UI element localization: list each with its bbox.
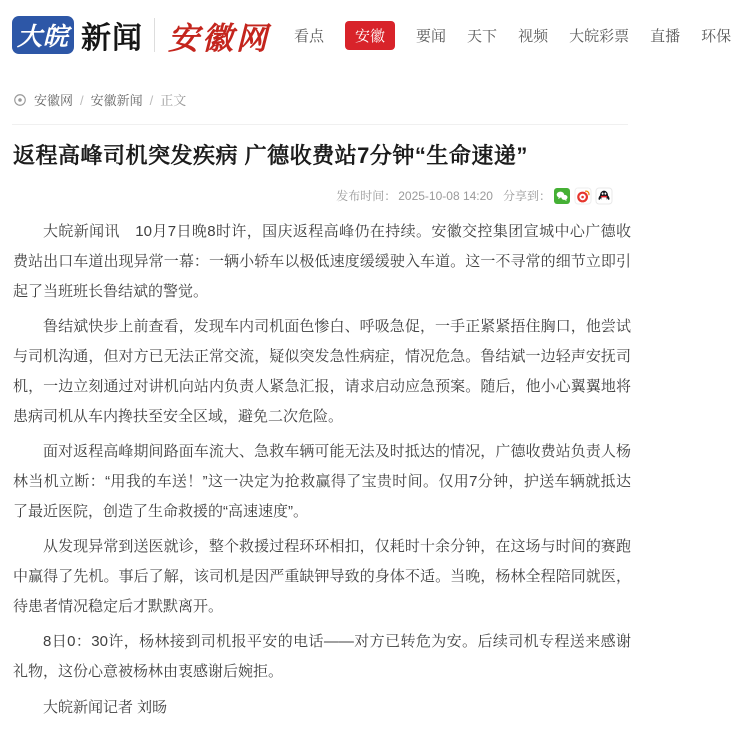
logo-divider: [154, 18, 155, 52]
article-paragraph: 大皖新闻讯 10月7日晚8时许，国庆返程高峰仍在持续。安徽交控集团宣城中心广德收费站出口车道出现异常一幕：一辆小轿车以极低速度缓缓驶入车道。这一不寻常的细节立即引起了当班班长鲁结斌的警觉。: [13, 223, 631, 300]
breadcrumb-item[interactable]: 安徽网 /: [34, 93, 84, 108]
article-byline: 大皖新闻记者 刘旸: [43, 699, 168, 716]
nav-item[interactable]: 安徽: [345, 21, 395, 50]
weibo-share-button[interactable]: [575, 188, 591, 204]
breadcrumb-separator: /: [80, 93, 84, 108]
breadcrumb: [0, 70, 640, 109]
breadcrumb-item[interactable]: 安徽新闻 /: [90, 93, 154, 108]
site-header: [0, 0, 731, 70]
article-paragraph: 从发现异常到送医就诊，整个救援过程环环相扣，仅耗时十余分钟，在这场与时间的赛跑中赢得了先机。事后了解，该司机是因严重缺钾导致的身体不适。当晚，杨林全程陪同就医，待患者情况稳定后才默默离开。: [13, 538, 631, 615]
nav-item[interactable]: 要闻: [416, 27, 447, 45]
location-icon: [13, 93, 27, 107]
nav-item[interactable]: 天下: [467, 27, 498, 45]
nav-item[interactable]: 看点: [294, 27, 325, 45]
nav-item[interactable]: 大皖彩票: [569, 27, 630, 45]
publish-time-value: 2025-10-08 14:20: [398, 188, 493, 203]
breadcrumb-separator: /: [149, 93, 154, 108]
share-icon-group: [554, 188, 612, 204]
dawan-news-wordmark: 新闻: [81, 22, 143, 55]
anhuiwang-wordmark[interactable]: 安徽网: [168, 20, 270, 57]
nav-item[interactable]: 环保: [701, 27, 731, 45]
article-title: 返程高峰司机突发疾病 广德收费站7分钟“生命速递”: [13, 143, 528, 168]
main-nav: [294, 21, 731, 50]
dawan-logo[interactable]: 大皖: [12, 16, 74, 54]
article-meta: [0, 187, 612, 204]
nav-item[interactable]: 视频: [518, 27, 549, 45]
wechat-icon: [554, 188, 570, 204]
article-paragraph: 鲁结斌快步上前查看，发现车内司机面色惨白、呼吸急促，一手正紧紧捂住胸口，他尝试与司机沟通，但对方已无法正常交流，疑似突发急性病症，情况危急。鲁结斌一边轻声安抚司机，一边立刻通过对讲机向站内负责人紧急汇报，请求启动应急预案。随后，他小心翼翼地将患病司机从车内搀扶至安全区域，避免二次危险。: [13, 318, 631, 425]
publish-time-label: 发布时间：: [336, 189, 397, 203]
breadcrumb-item[interactable]: 正文: [160, 93, 187, 108]
qq-share-button[interactable]: [596, 188, 612, 204]
qq-icon: [596, 188, 612, 204]
article-body: [13, 217, 631, 723]
weibo-icon: [575, 188, 591, 204]
article-paragraph: 8日0：30许，杨林接到司机报平安的电话——对方已转危为安。后续司机专程送来感谢礼物，这份心意被杨林由衷感谢后婉拒。: [13, 633, 631, 680]
wechat-share-button[interactable]: [554, 188, 570, 204]
nav-item[interactable]: 直播: [650, 27, 681, 45]
logo-group: [12, 13, 270, 58]
header-divider: [12, 124, 628, 125]
article-paragraph: 面对返程高峰期间路面车流大、急救车辆可能无法及时抵达的情况，广德收费站负责人杨林当机立断：“用我的车送！”这一决定为抢救赢得了宝贵时间。仅用7分钟，护送车辆就抵达了最近医院，创造了生命救援的“高速速度”。: [13, 443, 631, 520]
share-label: 分享到：: [502, 189, 551, 203]
